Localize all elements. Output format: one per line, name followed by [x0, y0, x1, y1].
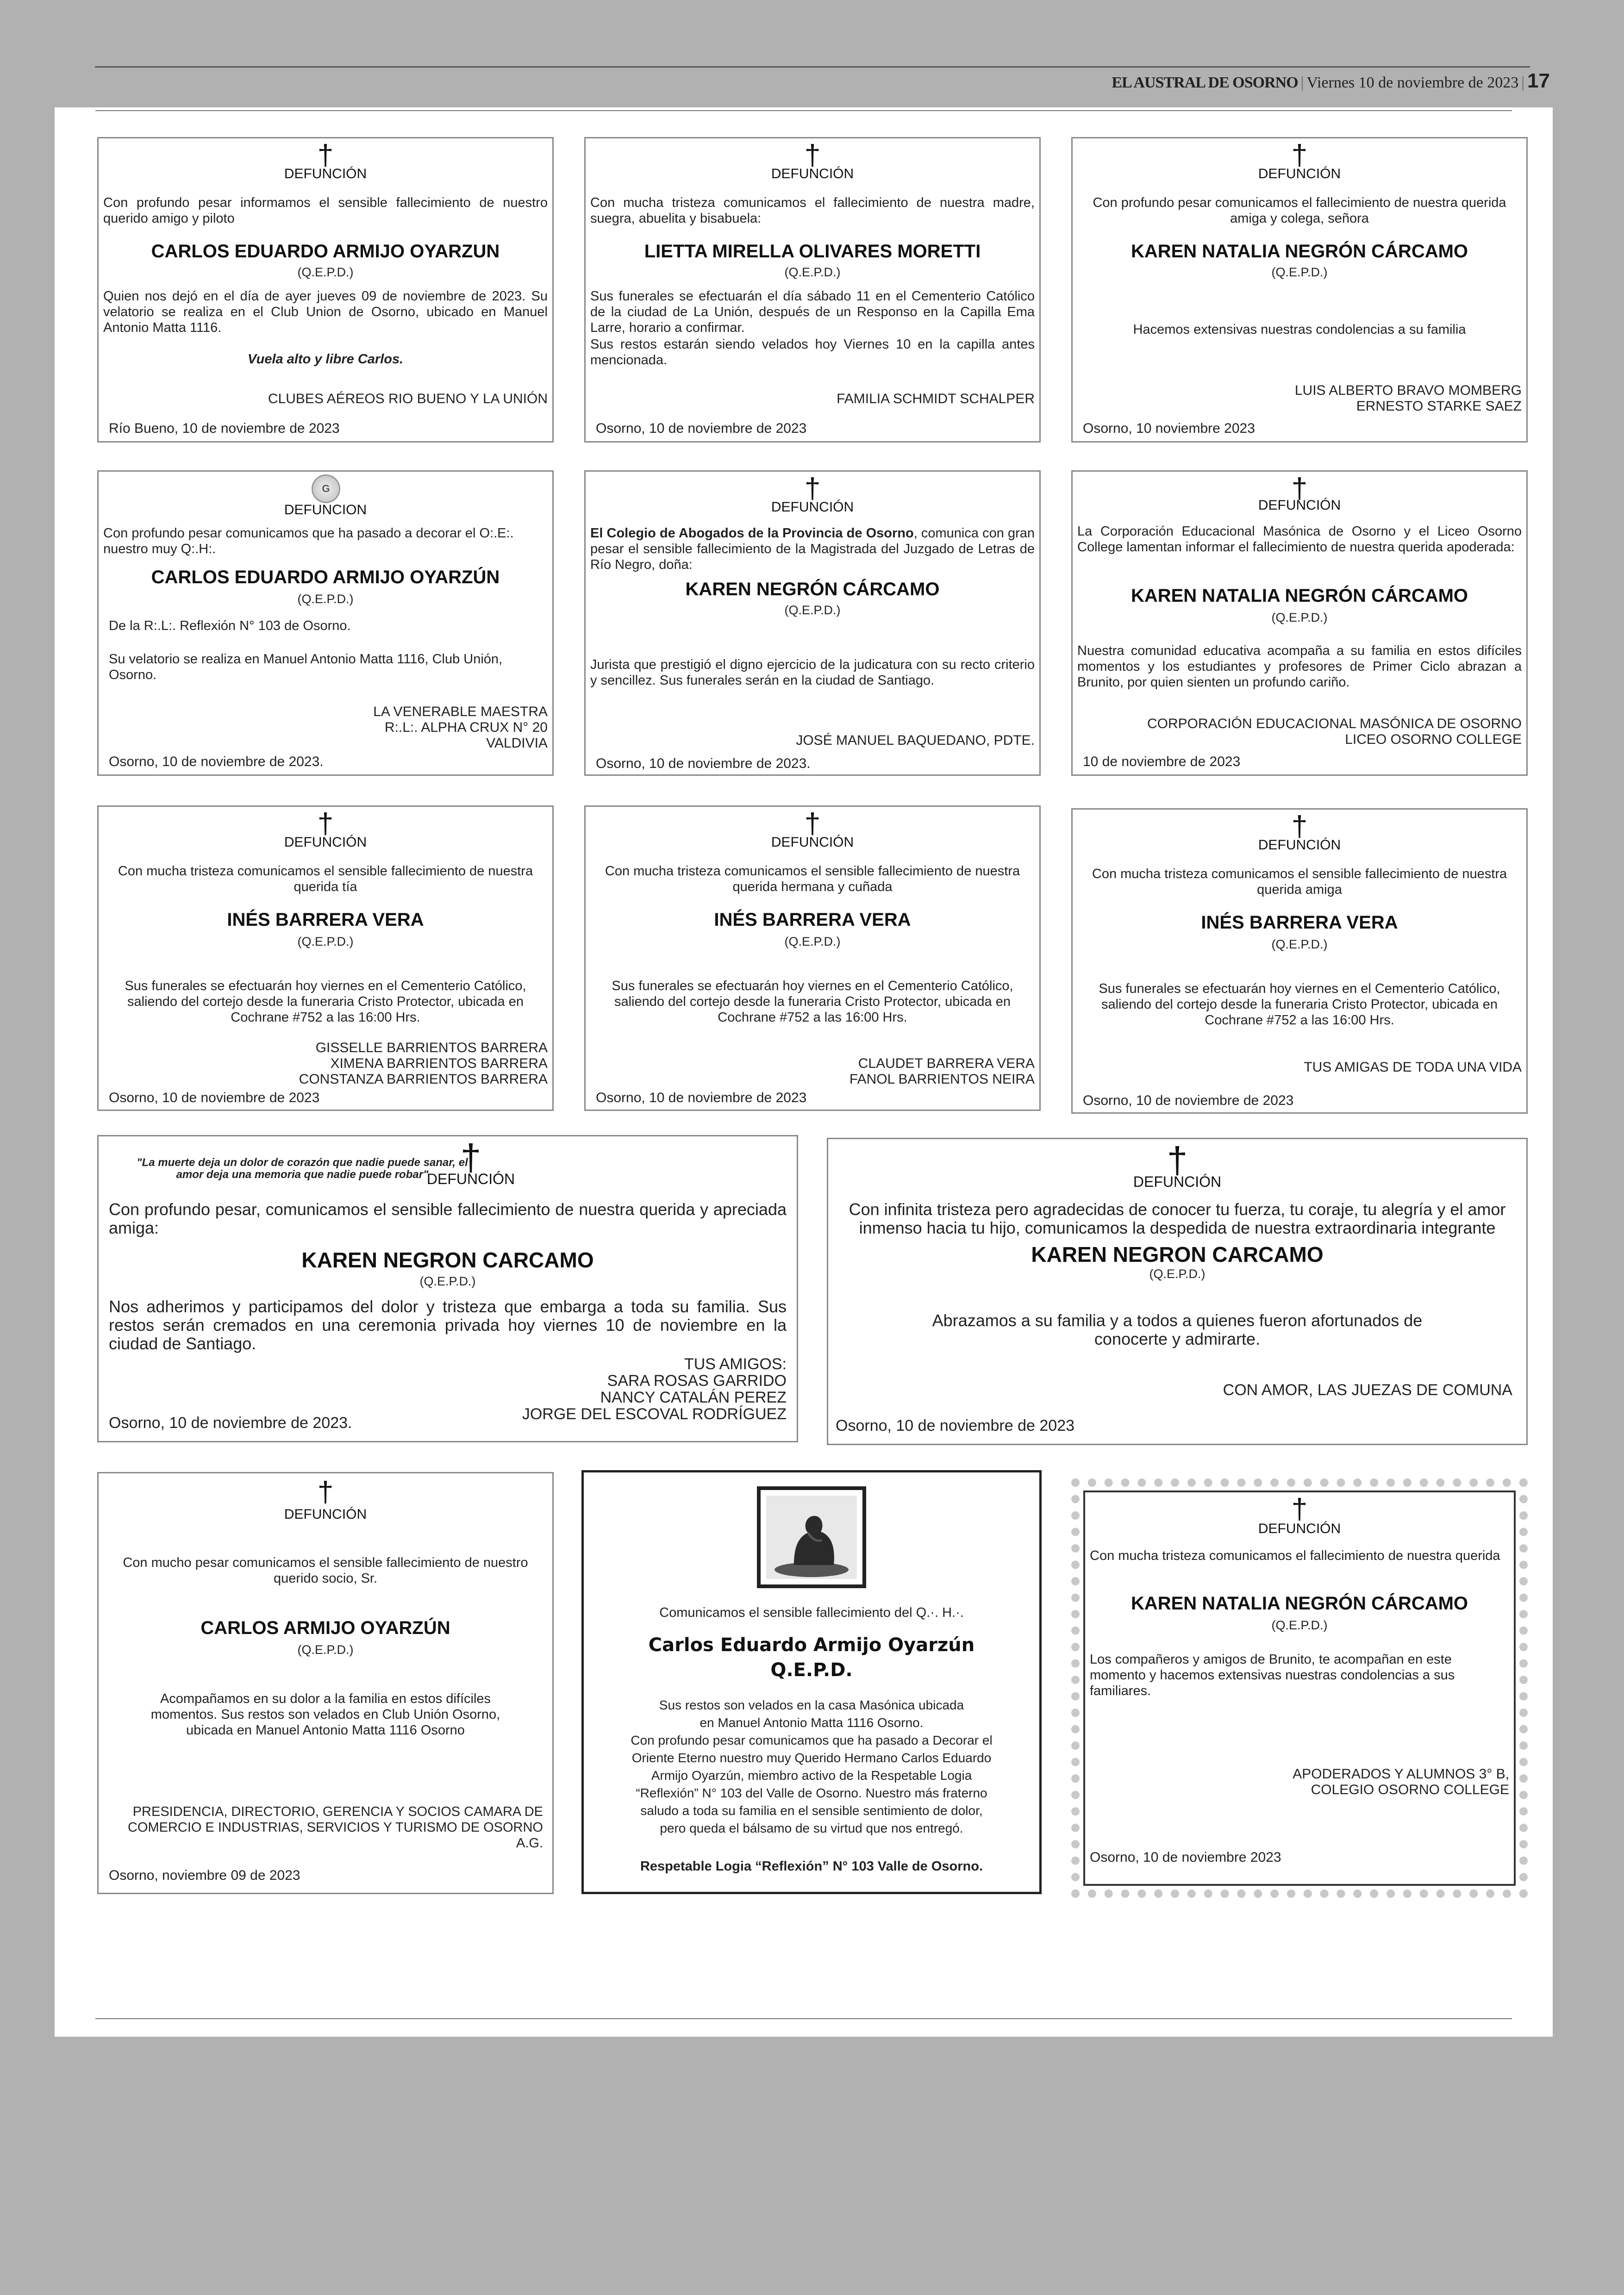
cross-icon: †: [804, 473, 821, 505]
obituary-card: [97, 137, 554, 443]
card-quote: "La muerte deja un dolor de corazón que nadie puede sanar, el amor deja una memoria que nadie puede robar": [137, 1156, 468, 1181]
signature-line: JORGE DEL ESCOVAL RODRÍGUEZ: [522, 1405, 787, 1423]
signature-line: PRESIDENCIA, DIRECTORIO, GERENCIA Y SOCIOS CAMARA DE COMERCIO E INDUSTRIAS, SERVICIOS Y TURISMO DE OSORNO A.G.: [127, 1804, 543, 1851]
cross-icon: †: [804, 808, 821, 840]
body-line: pero queda el bálsamo de su virtud que nos entregó.: [660, 1821, 963, 1835]
qepd-label: (Q.E.P.D.): [1271, 265, 1328, 279]
signature-line: GISSELLE BARRIENTOS BARRERA: [315, 1040, 548, 1055]
card-date: Osorno, 10 de noviembre 2023: [1090, 1850, 1281, 1865]
obituary-card: [584, 137, 1041, 443]
card-intro: Con profundo pesar comunicamos que ha pasado a decorar el O:.E:. nuestro muy Q:.H:.: [103, 526, 514, 556]
obituary-card: [1071, 137, 1528, 443]
card-heading: DEFUNCIÓN: [1258, 166, 1341, 181]
card-intro-bold: El Colegio de Abogados de la Provincia de Osorno: [590, 526, 914, 541]
obituary-card: [97, 470, 554, 776]
card-intro: Con mucha tristeza comunicamos el sensible fallecimiento de nuestra querida amiga: [1092, 867, 1507, 897]
page-number: 17: [1527, 69, 1550, 92]
card-date: Osorno, 10 de noviembre de 2023: [836, 1417, 1075, 1434]
cross-icon: †: [317, 1476, 334, 1508]
cross-icon: †: [1291, 811, 1308, 842]
card-signatures: [1049, 1382, 1512, 1398]
signature-line: FAMILIA SCHMIDT SCHALPER: [837, 391, 1035, 406]
deceased-name: KAREN NEGRÓN CÁRCAMO: [685, 579, 940, 599]
qepd-label: Q.E.P.D.: [770, 1659, 853, 1681]
deceased-name: KAREN NEGRON CARCAMO: [301, 1248, 594, 1272]
qepd-label: (Q.E.P.D.): [297, 1643, 354, 1657]
card-body: Acompañamos en su dolor a la familia en estos difíciles momentos. Sus restos son velados en Club Unión Osorno, ubicada en Manuel Antonio Matta 1116 Osorno: [150, 1691, 500, 1738]
body-line: Con profundo pesar comunicamos que ha pasado a Decorar el: [631, 1733, 993, 1747]
page-bottom-rule: [95, 2018, 1512, 2019]
signature-line: APODERADOS Y ALUMNOS 3° B,: [1293, 1766, 1509, 1782]
deceased-name: KAREN NEGRON CARCAMO: [1031, 1242, 1324, 1266]
card-intro: Con profundo pesar informamos el sensible fallecimiento de nuestro querido amigo y piloto: [103, 195, 548, 226]
card-heading: DEFUNCIÓN: [284, 835, 367, 850]
card-date: Osorno, noviembre 09 de 2023: [109, 1868, 300, 1883]
cross-icon: †: [804, 139, 821, 171]
stamp-inner-frame: [1083, 1491, 1516, 1886]
card-signatures: [1105, 383, 1522, 414]
card-heading: DEFUNCIÓN: [284, 166, 367, 181]
qepd-label: (Q.E.P.D.): [1271, 937, 1328, 951]
signature-line: R:.L:. ALPHA CRUX N° 20: [384, 720, 548, 735]
cross-icon: †: [1291, 139, 1308, 171]
card-body: Sus funerales se efectuarán el día sábado 11 en el Cementerio Católico de la ciudad de La Unión, después de un Responso en la Capilla Ema Larre, horario a confirmar.: [590, 289, 1035, 335]
qepd-label: (Q.E.P.D.): [297, 265, 354, 279]
qepd-label: (Q.E.P.D.): [419, 1274, 476, 1288]
body-line: Armijo Oyarzún, miembro activo de la Respetable Logia: [651, 1768, 972, 1783]
card-intro: Con mucho pesar comunicamos el sensible fallecimiento de nuestro querido socio, Sr.: [123, 1555, 528, 1586]
signature-line: LUIS ALBERTO BRAVO MOMBERG: [1294, 383, 1522, 398]
publication-name: EL AUSTRAL DE OSORNO: [1112, 74, 1298, 91]
cross-icon: †: [460, 1137, 481, 1178]
body-line: Sus restos son velados en la casa Masónica ubicada: [659, 1698, 964, 1712]
body-line: Oriente Eterno nuestro muy Querido Hermano Carlos Eduardo: [631, 1751, 992, 1765]
card-date: Osorno, 10 de noviembre de 2023: [596, 421, 807, 436]
card-body: De la R:.L:. Reflexión N° 103 de Osorno.: [109, 618, 351, 633]
obituary-card: [581, 1470, 1042, 1894]
card-intro: Con infinita tristeza pero agradecidas de conocer tu fuerza, tu coraje, tu alegría y el amor inmenso hacia tu hijo, comunicamos la despedida de nuestra extraordinaria integrante: [849, 1200, 1506, 1237]
deceased-name: INÉS BARRERA VERA: [1201, 912, 1398, 933]
card-signatures: [131, 391, 548, 407]
signature-line: VALDIVIA: [486, 736, 548, 751]
signature-line: CONSTANZA BARRIENTOS BARRERA: [299, 1072, 548, 1087]
card-body: Hacemos extensivas nuestras condolencias a su familia: [1133, 322, 1466, 337]
signature-line: SARA ROSAS GARRIDO: [607, 1372, 787, 1390]
deceased-name: KAREN NATALIA NEGRÓN CÁRCAMO: [1131, 586, 1468, 606]
signature-line: ERNESTO STARKE SAEZ: [1356, 399, 1522, 414]
card-body: Los compañeros y amigos de Brunito, te acompañan en este momento y hacemos extensivas nuestras condolencias a sus familiares.: [1090, 1652, 1455, 1698]
deceased-name: KAREN NATALIA NEGRÓN CÁRCAMO: [1131, 241, 1468, 262]
signature-line: CON AMOR, LAS JUEZAS DE COMUNA: [1223, 1381, 1512, 1399]
obituary-card: [97, 1472, 554, 1894]
cross-icon: †: [1167, 1140, 1188, 1181]
qepd-label: (Q.E.P.D.): [1149, 1267, 1206, 1281]
body-line: “Reflexión” N° 103 del Valle de Osorno. Nuestro más fraterno: [636, 1786, 987, 1800]
signature-line: XIMENA BARRIENTOS BARRERA: [330, 1056, 548, 1071]
body-line: saludo a toda su familia en el sensible sentimiento de dolor,: [640, 1803, 983, 1818]
card-intro-rest: , comunica con gran pesar el sensible fallecimiento de la Magistrada del Juzgado de Letras de Río Negro, doña:: [590, 526, 1035, 572]
thinker-statue-image: [757, 1486, 866, 1588]
card-body: Nos adherimos y participamos del dolor y tristeza que embarga a toda su familia. Sus restos serán cremados en una ceremonia privada hoy viernes 10 de noviembre en la ciudad de Santiago.: [109, 1297, 787, 1353]
card-body: [593, 1696, 1030, 1837]
card-heading: DEFUNCIÓN: [1258, 1521, 1341, 1536]
page-top-rule: [95, 110, 1512, 111]
card-heading: DEFUNCIÓN: [1258, 498, 1341, 513]
card-body: Jurista que prestigió el digno ejercicio de la judicatura con su recto criterio y sencillez. Sus funerales serán en la ciudad de Santiago.: [590, 657, 1035, 688]
card-heading: DEFUNCIÓN: [771, 499, 854, 515]
signature-line: Respetable Logia “Reflexión” N° 103 Valle de Osorno.: [640, 1859, 983, 1874]
qepd-label: (Q.E.P.D.): [297, 935, 354, 948]
qepd-label: (Q.E.P.D.): [784, 603, 841, 617]
signature-line: TUS AMIGOS:: [684, 1355, 787, 1373]
card-body-extra: Sus restos estarán siendo velados hoy Viernes 10 en la capilla antes mencionada.: [590, 337, 1035, 368]
card-heading: DEFUNCIÓN: [771, 835, 854, 850]
deceased-name: LIETTA MIRELLA OLIVARES MORETTI: [644, 241, 981, 262]
card-date: Río Bueno, 10 de noviembre de 2023: [109, 421, 340, 436]
card-signatures: [1105, 1060, 1522, 1075]
obituary-card: [584, 470, 1041, 776]
card-signatures: [1111, 1766, 1509, 1798]
body-line: en Manuel Antonio Matta 1116 Osorno.: [700, 1715, 924, 1730]
card-signatures: [1077, 716, 1522, 748]
card-heading: DEFUNCIÓN: [771, 166, 854, 181]
card-heading: DEFUNCIÓN: [1133, 1173, 1222, 1190]
cross-icon: †: [1291, 473, 1308, 505]
signature-line: CLAUDET BARRERA VERA: [858, 1056, 1035, 1071]
card-intro: Con mucha tristeza comunicamos el sensible fallecimiento de nuestra querida tía: [118, 864, 533, 894]
card-signatures: [618, 1056, 1035, 1087]
card-body: Sus funerales se efectuarán hoy viernes en el Cementerio Católico, saliendo del cortejo desde la funeraria Cristo Protector, ubicada en Cochrane #752 a las 16:00 Hrs.: [125, 979, 526, 1025]
card-signatures: [117, 1804, 543, 1851]
deceased-name: INÉS BARRERA VERA: [714, 910, 911, 930]
card-body: Sus funerales se efectuarán hoy viernes en el Cementerio Católico, saliendo del cortejo desde la funeraria Cristo Protector, ubicada en Cochrane #752 a las 16:00 Hrs.: [1099, 981, 1500, 1028]
card-signatures: [131, 1040, 548, 1087]
obituary-card: [97, 1135, 798, 1442]
qepd-label: (Q.E.P.D.): [297, 592, 354, 606]
card-date: Osorno, 10 de noviembre de 2023: [109, 1090, 320, 1105]
cross-icon: †: [1291, 1493, 1308, 1525]
qepd-label: (Q.E.P.D.): [1271, 611, 1328, 624]
obituary-card: [97, 805, 554, 1111]
card-body: Sus funerales se efectuarán hoy viernes en el Cementerio Católico, saliendo del cortejo desde la funeraria Cristo Protector, ubicada en Cochrane #752 a las 16:00 Hrs.: [612, 979, 1013, 1025]
card-intro: Con mucha tristeza comunicamos el sensible fallecimiento de nuestra querida hermana y cuñada: [605, 864, 1020, 894]
card-signatures: [370, 1356, 787, 1422]
card-signatures: [593, 1858, 1030, 1874]
obituary-card: [1071, 1478, 1528, 1898]
newspaper-page: [55, 107, 1553, 2037]
masthead: EL AUSTRAL DE OSORNO | Viernes 10 de noviembre de 2023 | 17: [1112, 69, 1550, 92]
card-intro: Con mucha tristeza comunicamos el fallecimiento de nuestra querida: [1090, 1548, 1500, 1563]
card-tagline: Vuela alto y libre Carlos.: [247, 352, 404, 367]
obituary-card: [1071, 470, 1528, 776]
card-date: Osorno, 10 de noviembre de 2023: [596, 1090, 807, 1105]
obituary-card: [584, 805, 1041, 1111]
signature-line: TUS AMIGAS DE TODA UNA VIDA: [1304, 1060, 1522, 1075]
signature-line: COLEGIO OSORNO COLLEGE: [1311, 1782, 1509, 1797]
card-body: Abrazamos a su familia y a todos a quienes fueron afortunados de conocerte y admirarte.: [932, 1311, 1423, 1348]
card-heading: DEFUNCIÓN: [284, 1507, 367, 1522]
card-date: Osorno, 10 de noviembre de 2023.: [109, 754, 324, 769]
cross-icon: †: [317, 139, 334, 171]
signature-line: FANOL BARRIENTOS NEIRA: [849, 1072, 1035, 1087]
card-body-extra: Su velatorio se realiza en Manuel Antonio Matta 1116, Club Unión, Osorno.: [109, 652, 503, 682]
obituary-card: [827, 1138, 1528, 1445]
card-body: Nuestra comunidad educativa acompaña a su familia en estos difíciles momentos y los estudiantes y profesores de Primer Ciclo abrazan a Brunito, por quien sienten un profundo cariño.: [1077, 643, 1522, 690]
card-intro: Con profundo pesar, comunicamos el sensible fallecimiento de nuestra querida y apreciada amiga:: [109, 1200, 787, 1237]
card-intro: La Corporación Educacional Masónica de Osorno y el Liceo Osorno College lamentan informar el fallecimiento de nuestra querida apoderada:: [1077, 524, 1522, 555]
card-date: Osorno, 10 noviembre 2023: [1083, 421, 1255, 436]
signature-line: JOSÉ MANUEL BAQUEDANO, PDTE.: [796, 733, 1035, 748]
deceased-name: INÉS BARRERA VERA: [227, 910, 424, 930]
card-signatures: [618, 391, 1035, 407]
card-intro: Con profundo pesar comunicamos el fallecimiento de nuestra querida amiga y colega, señora: [1093, 195, 1506, 226]
signature-line: CORPORACIÓN EDUCACIONAL MASÓNICA DE OSORNO: [1147, 716, 1522, 731]
signature-line: CLUBES AÉREOS RIO BUENO Y LA UNIÓN: [268, 391, 548, 406]
card-date: Osorno, 10 de noviembre de 2023.: [596, 756, 811, 771]
signature-line: NANCY CATALÁN PEREZ: [600, 1389, 787, 1406]
cross-icon: †: [317, 808, 334, 840]
card-body: Quien nos dejó en el día de ayer jueves 09 de noviembre de 2023. Su velatorio se realiza en el Club Union de Osorno, ubicado en Manuel Antonio Matta 1116.: [103, 289, 548, 335]
card-intro: Comunicamos el sensible fallecimiento del Q.·. H.·.: [659, 1605, 964, 1620]
issue-date: Viernes 10 de noviembre de 2023: [1306, 74, 1519, 91]
card-signatures: [131, 704, 548, 751]
signature-line: LA VENERABLE MAESTRA: [373, 704, 548, 719]
signature-line: LICEO OSORNO COLLEGE: [1345, 732, 1522, 747]
card-heading: DEFUNCIÓN: [1258, 837, 1341, 853]
deceased-name: KAREN NATALIA NEGRÓN CÁRCAMO: [1131, 1593, 1468, 1614]
qepd-label: (Q.E.P.D.): [784, 935, 841, 948]
deceased-name: CARLOS EDUARDO ARMIJO OYARZUN: [151, 241, 500, 262]
card-intro: [590, 525, 1035, 573]
card-signatures: [618, 733, 1035, 748]
card-date: 10 de noviembre de 2023: [1083, 754, 1241, 769]
qepd-label: (Q.E.P.D.): [1271, 1618, 1328, 1632]
masonic-emblem-icon: G: [312, 474, 340, 503]
qepd-label: (Q.E.P.D.): [784, 265, 841, 279]
card-date: Osorno, 10 de noviembre de 2023: [1083, 1093, 1294, 1108]
card-heading: DEFUNCION: [284, 502, 367, 518]
thinker-silhouette-icon: [766, 1496, 857, 1579]
card-heading: DEFUNCIÓN: [426, 1171, 515, 1187]
deceased-name: CARLOS ARMIJO OYARZÚN: [200, 1618, 450, 1638]
deceased-name: CARLOS EDUARDO ARMIJO OYARZÚN: [151, 567, 500, 587]
card-intro: Con mucha tristeza comunicamos el fallecimiento de nuestra madre, suegra, abuelita y bisabuela:: [590, 195, 1035, 226]
obituary-card: [1071, 808, 1528, 1114]
card-date: Osorno, 10 de noviembre de 2023.: [109, 1414, 352, 1432]
top-rule: [95, 66, 1530, 68]
deceased-name: Carlos Eduardo Armijo Oyarzún: [648, 1634, 975, 1656]
